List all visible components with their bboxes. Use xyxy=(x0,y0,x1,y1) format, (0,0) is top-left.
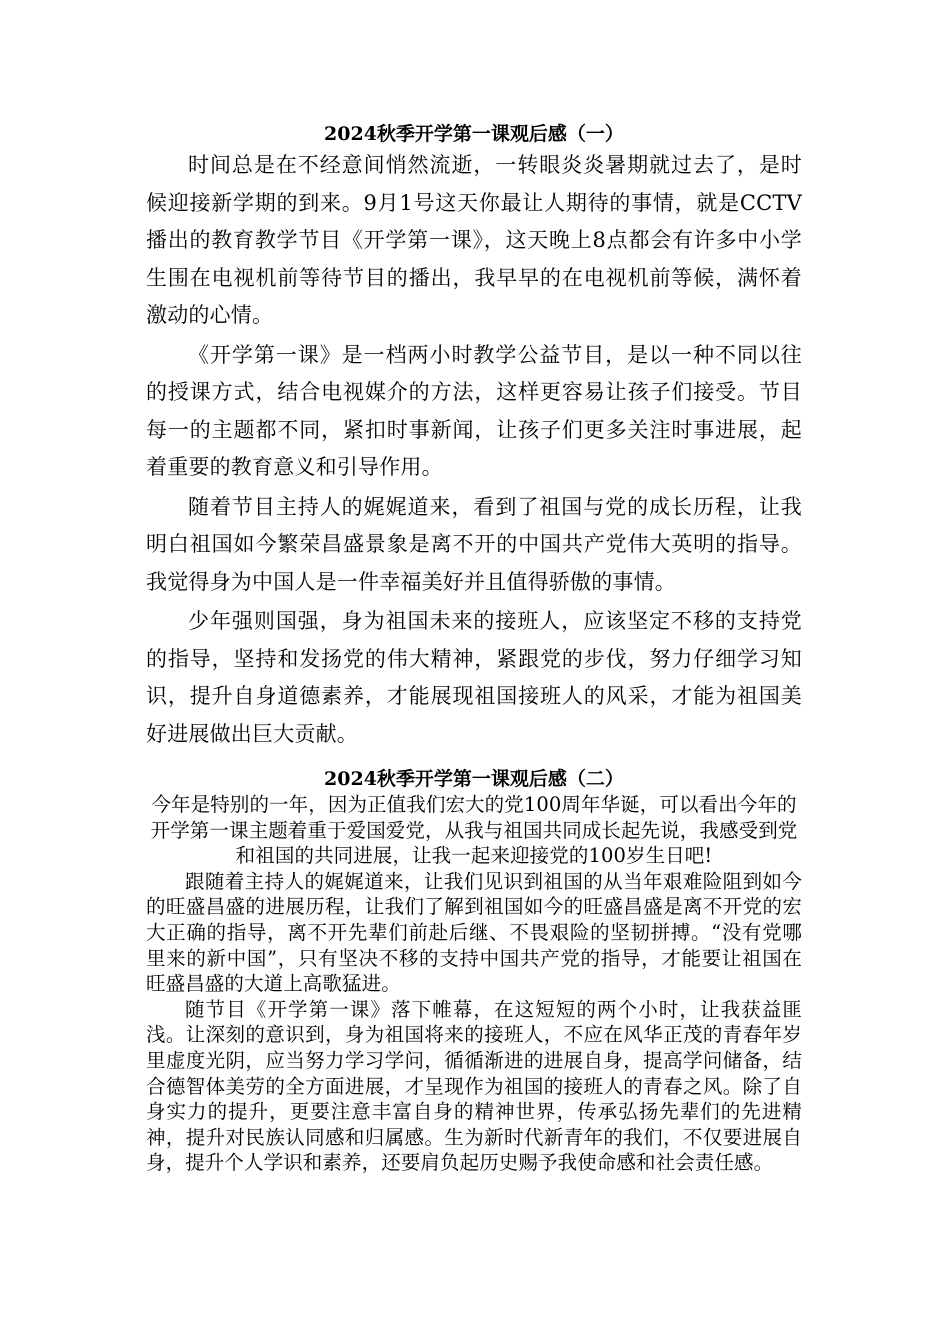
essay-title-2: 2024秋季开学第一课观后感（二） xyxy=(324,768,624,790)
essay-section-1 xyxy=(146,121,802,755)
paragraph: 时间总是在不经意间悄然流逝，一转眼炎炎暑期就过去了，是时候迎接新学期的到来。9月1号这天你最让人期待的事情，就是CCTV播出的教育教学节目《开学第一课》，这天晚上8点都会有许多中小学生围在电视机前等待节目的播出，我早早的在电视机前等候，满怀着激动的心情。 xyxy=(146,153,802,328)
paragraph: 随着节目主持人的娓娓道来，看到了祖国与党的成长历程，让我明白祖国如今繁荣昌盛景象是离不开的中国共产党伟大英明的指导。我觉得身为中国人是一件幸福美好并且值得骄傲的事情。 xyxy=(146,494,802,594)
paragraph: 少年强则国强，身为祖国未来的接班人，应该坚定不移的支持党的指导，坚持和发扬党的伟大精神，紧跟党的步伐，努力仔细学习知识，提升自身道德素养，才能展现祖国接班人的风采，才能为祖国美好进展做出巨大贡献。 xyxy=(146,608,802,746)
paragraph: 今年是特别的一年，因为正值我们宏大的党100周年华诞，可以看出今年的开学第一课主题着重于爱国爱党，从我与祖国共同成长起先说，我感受到党和祖国的共同进展，让我一起来迎接党的100岁生日吧! xyxy=(150,793,798,868)
paragraph: 随节目《开学第一课》落下帷幕，在这短短的两个小时，让我获益匪浅。让深刻的意识到，身为祖国将来的接班人，不应在风华正茂的青春年岁里虚度光阴，应当努力学习学问，循循渐进的进展自身，提高学问储备，结合德智体美劳的全方面进展，才呈现作为祖国的接班人的青春之风。除了自身实力的提升，更要注意丰富自身的精神世界，传承弘扬先辈们的先进精神，提升对民族认同感和归属感。生为新时代新青年的我们，不仅要进展自身，提升个人学识和素养，还要肩负起历史赐予我使命感和社会责任感。 xyxy=(146,997,802,1175)
paragraph: 跟随着主持人的娓娓道来，让我们见识到祖国的从当年艰难险阻到如今的旺盛昌盛的进展历程，让我们了解到祖国如今的旺盛昌盛是离不开党的宏大正确的指导，离不开先辈们前赴后继、不畏艰险的坚韧拼搏。“没有党哪里来的新中国”，只有坚决不移的支持中国共产党的指导，才能要让祖国在旺盛昌盛的大道上高歌猛进。 xyxy=(146,869,802,996)
essay-section-2 xyxy=(146,766,802,1176)
essay-title-1: 2024秋季开学第一课观后感（一） xyxy=(324,123,624,145)
paragraph: 《开学第一课》是一档两小时教学公益节目，是以一种不同以往的授课方式，结合电视媒介的方法，这样更容易让孩子们接受。节目每一的主题都不同，紧扣时事新闻，让孩子们更多关注时事进展，起着重要的教育意义和引导作用。 xyxy=(146,342,802,480)
